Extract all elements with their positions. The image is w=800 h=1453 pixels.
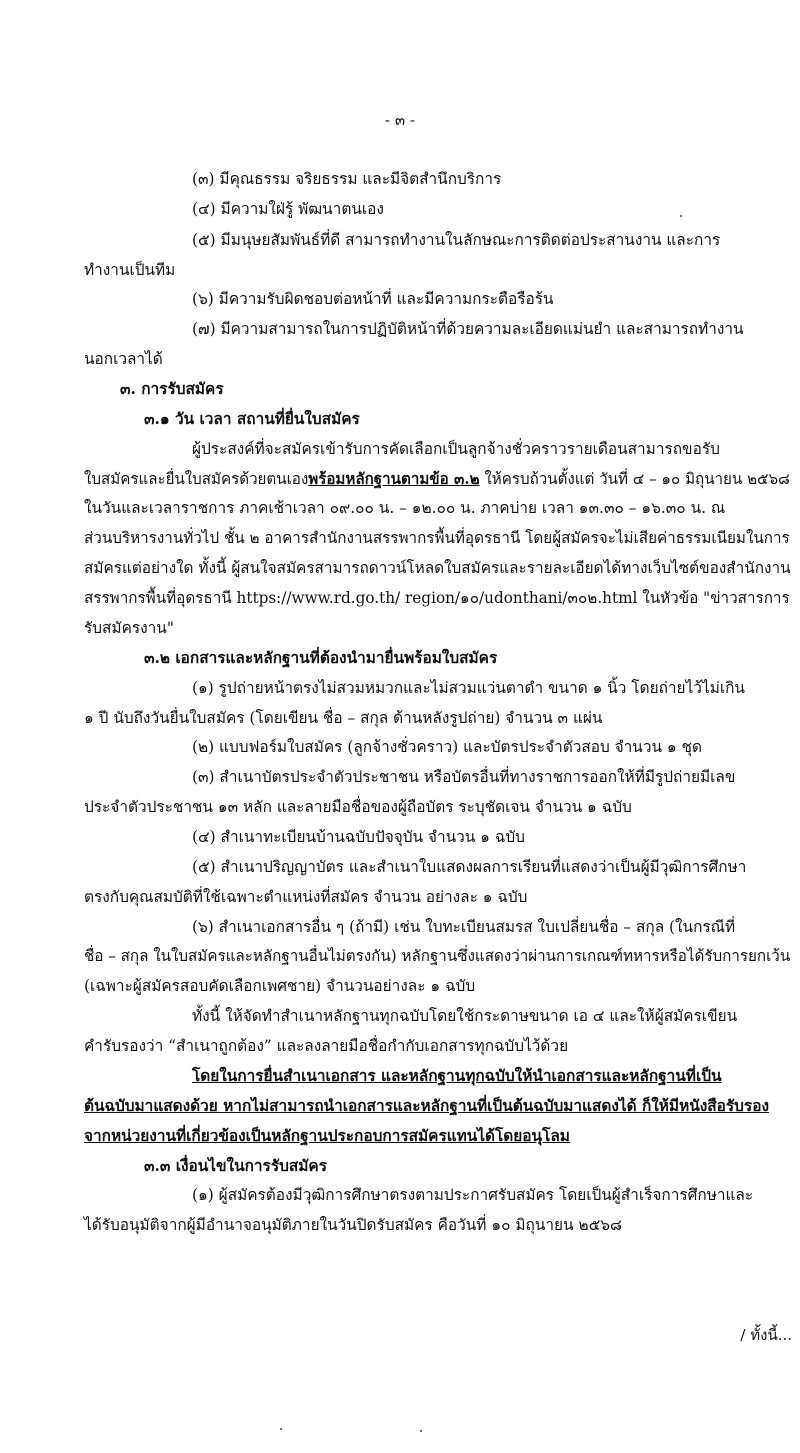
emphasis-line: ต้นฉบับมาแสดงด้วย หากไม่สามารถนำเอกสารและหลักฐานที่เป็นต้นฉบับมาแสดงได้ ก็ให้มีหนังสือรับรอง [84,1097,769,1115]
document-item-line: ประจำตัวประชาชน ๑๓ หลัก และลายมือชื่อของผู้ถือบัตร ระบุชัดเจน จำนวน ๑ ฉบับ [84,798,632,816]
paragraph-line: รับสมัครงาน" [84,619,174,637]
condition-line: ได้รับอนุมัติจากผู้มีอำนาจอนุมัติภายในวันปิดรับสมัคร คือวันที่ ๑๐ มิถุนายน ๒๕๖๘ [84,1216,622,1234]
paragraph-line: สมัครแต่อย่างใด ทั้งนี้ ผู้สนใจสมัครสามารถดาวน์โหลดใบสมัครและรายละเอียดได้ทางเว็บไซต์ของสำนักงาน [84,559,791,577]
emphasis-text: พร้อมหลักฐานตามข้อ ๓.๒ [308,470,480,488]
paragraph-line: ส่วนบริหารงานทั่วไป ชั้น ๒ อาคารสำนักงานสรรพากรพื้นที่อุดรธานี โดยผู้สมัครจะไม่เสียค่าธรรมเนียมในการ [84,529,790,547]
paragraph-line [84,468,790,490]
document-item-line: คำรับรองว่า “สำเนาถูกต้อง” และลงลายมือชื่อกำกับเอกสารทุกฉบับไว้ด้วย [84,1037,569,1055]
qualification-6: (๖) มีความรับผิดชอบต่อหน้าที่ และมีความกระตือรือร้น [192,290,554,308]
subsection-heading-3-1: ๓.๑ วัน เวลา สถานที่ยื่นใบสมัคร [144,410,360,428]
document-item-line: (เฉพาะผู้สมัครสอบคัดเลือกเพศชาย) จำนวนอย่างละ ๑ ฉบับ [84,977,476,995]
qualification-5-cont: ทำงานเป็นทีม [84,261,176,279]
document-item-line: ชื่อ – สกุล ในใบสมัครและหลักฐานอื่นไม่ตรงกัน) หลักฐานซึ่งแสดงว่าผ่านการเกณฑ์ทหารหรือได้รับการยกเว้น [84,947,791,965]
emphasis-line: โดยในการยื่นสำเนาเอกสาร และหลักฐานทุกฉบับให้นำเอกสารและหลักฐานที่เป็น [192,1067,722,1085]
paragraph-line: ผู้ประสงค์ที่จะสมัครเข้ารับการคัดเลือกเป็นลูกจ้างชั่วคราวรายเดือนสามารถขอรับ [192,440,720,458]
scan-speck [420,1430,422,1432]
section-heading: ๓. การรับสมัคร [120,380,224,398]
scan-speck [280,1428,282,1430]
qualification-7-cont: นอกเวลาได้ [84,350,163,368]
condition-line: (๑) ผู้สมัครต้องมีวุฒิการศึกษาตรงตามประกาศรับสมัคร โดยเป็นผู้สำเร็จการศึกษาและ [192,1186,754,1204]
paragraph-line: สรรพากรพื้นที่อุดรธานี https://www.rd.go.th/ region/๑๐/udonthani/๓๐๒.html ในหัวข้อ "ข่าวสารการ [84,589,790,607]
document-item-line: ทั้งนี้ ให้จัดทำสำเนาหลักฐานทุกฉบับโดยใช้กระดาษขนาด เอ ๔ และให้ผู้สมัครเขียน [192,1007,738,1025]
subsection-heading-3-2: ๓.๒ เอกสารและหลักฐานที่ต้องนำมายื่นพร้อมใบสมัคร [144,649,498,667]
paragraph-text: ให้ครบถ้วนตั้งแต่ วันที่ ๔ – ๑๐ มิถุนายน ๒๕๖๘ [479,470,790,488]
document-item-line: (๒) แบบฟอร์มใบสมัคร (ลูกจ้างชั่วคราว) และบัตรประจำตัวสอบ จำนวน ๑ ชุด [192,738,702,756]
document-item-line: (๔) สำเนาทะเบียนบ้านฉบับปัจจุบัน จำนวน ๑ ฉบับ [192,828,525,846]
scan-speck [680,215,682,217]
qualification-5: (๕) มีมนุษยสัมพันธ์ที่ดี สามารถทำงานในลักษณะการติดต่อประสานงาน และการ [192,231,721,249]
qualification-7: (๗) มีความสามารถในการปฏิบัติหน้าที่ด้วยความละเอียดแม่นยำ และสามารถทำงาน [192,320,744,338]
emphasis-line: จากหน่วยงานที่เกี่ยวข้องเป็นหลักฐานประกอบการสมัครแทนได้โดยอนุโลม [84,1127,570,1145]
document-item-line: (๑) รูปถ่ายหน้าตรงไม่สวมหมวกและไม่สวมแว่นตาดำ ขนาด ๑ นิ้ว โดยถ่ายไว้ไม่เกิน [192,679,745,697]
document-item-line: (๓) สำเนาบัตรประจำตัวประชาชน หรือบัตรอื่นที่ทางราชการออกให้ที่มีรูปถ่ายมีเลข [192,768,736,786]
paragraph-text: ใบสมัครและยื่นใบสมัครด้วยตนเอง [84,470,309,488]
qualification-4: (๔) มีความใฝ่รู้ พัฒนาตนเอง [192,200,384,218]
document-item-line: ตรงกับคุณสมบัติที่ใช้เฉพาะตำแหน่งที่สมัคร จำนวน อย่างละ ๑ ฉบับ [84,888,528,906]
document-item-line: ๑ ปี นับถึงวันยื่นใบสมัคร (โดยเขียน ชื่อ – สกุล ด้านหลังรูปถ่าย) จำนวน ๓ แผ่น [84,709,603,727]
document-item-line: (๖) สำเนาเอกสารอื่น ๆ (ถ้ามี) เช่น ใบทะเบียนสมรส ใบเปลี่ยนชื่อ – สกุล (ในกรณีที่ [192,918,736,936]
qualification-3: (๓) มีคุณธรรม จริยธรรม และมีจิตสำนึกบริการ [192,170,502,188]
subsection-heading-3-3: ๓.๓ เงื่อนไขในการรับสมัคร [144,1157,327,1175]
page-number: - ๓ - [385,111,415,129]
continuation-marker: / ทั้งนี้... [740,1326,792,1344]
document-item-line: (๕) สำเนาปริญญาบัตร และสำเนาใบแสดงผลการเรียนที่แสดงว่าเป็นผู้มีวุฒิการศึกษา [192,858,747,876]
paragraph-line: ในวันและเวลาราชการ ภาคเช้าเวลา ๐๙.๐๐ น. – ๑๒.๐๐ น. ภาคบ่าย เวลา ๑๓.๓๐ – ๑๖.๓๐ น. ณ [84,499,726,517]
